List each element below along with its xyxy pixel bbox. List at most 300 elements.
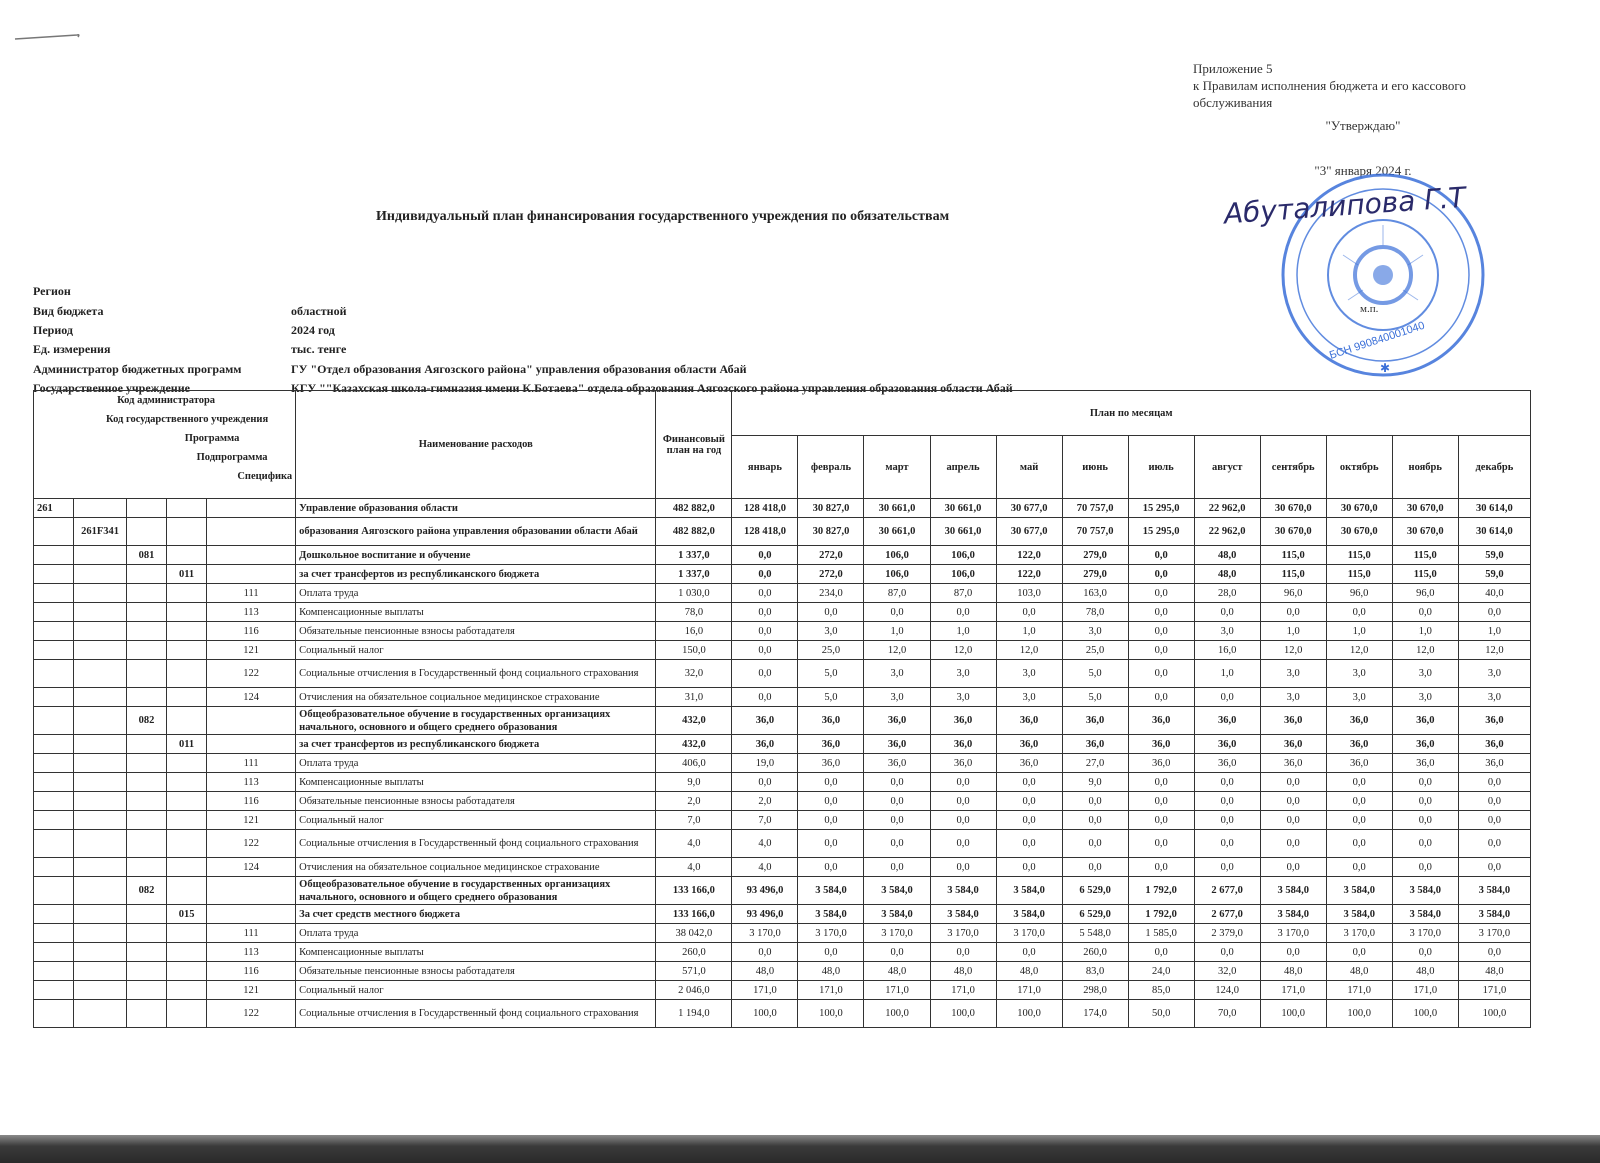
program-code-cell [127, 773, 167, 792]
month-value-cell: 3 170,0 [864, 924, 930, 943]
month-value-cell: 0,0 [864, 603, 930, 622]
month-value-cell: 83,0 [1062, 962, 1128, 981]
month-value-cell: 0,0 [996, 773, 1062, 792]
month-value-cell: 0,0 [996, 943, 1062, 962]
table-row [34, 584, 1531, 603]
month-value-cell: 1,0 [930, 622, 996, 641]
expense-name-cell: Отчисления на обязательное социальное медицинское страхование [296, 688, 656, 707]
month-value-cell: 0,0 [1326, 773, 1392, 792]
month-value-cell: 3 584,0 [930, 905, 996, 924]
month-value-cell: 0,0 [1458, 830, 1530, 858]
month-value-cell: 36,0 [1392, 707, 1458, 735]
specific-code-cell: 111 [207, 924, 296, 943]
month-value-cell: 48,0 [1194, 546, 1260, 565]
header-month: ноябрь [1392, 436, 1458, 499]
month-value-cell: 3 170,0 [732, 924, 798, 943]
institution-code-cell [74, 905, 127, 924]
table-row [34, 499, 1531, 518]
month-value-cell: 0,0 [1260, 811, 1326, 830]
annual-plan-cell: 31,0 [656, 688, 732, 707]
month-value-cell: 0,0 [1260, 943, 1326, 962]
month-value-cell: 96,0 [1392, 584, 1458, 603]
subprogram-code-cell [167, 707, 207, 735]
subprogram-code-cell: 015 [167, 905, 207, 924]
month-value-cell: 59,0 [1458, 565, 1530, 584]
subprogram-code-cell [167, 858, 207, 877]
specific-code-cell: 111 [207, 754, 296, 773]
month-value-cell: 3,0 [996, 688, 1062, 707]
month-value-cell: 279,0 [1062, 546, 1128, 565]
month-value-cell: 93 496,0 [732, 905, 798, 924]
month-value-cell: 0,0 [1194, 603, 1260, 622]
meta-value: ГУ "Отдел образования Аягозского района" управления образования области Абай [291, 361, 747, 376]
month-value-cell: 0,0 [1062, 858, 1128, 877]
month-value-cell: 124,0 [1194, 981, 1260, 1000]
month-value-cell: 5,0 [1062, 660, 1128, 688]
month-value-cell: 36,0 [1194, 707, 1260, 735]
header-month: октябрь [1326, 436, 1392, 499]
month-value-cell: 30 827,0 [798, 499, 864, 518]
table-row [34, 773, 1531, 792]
annual-plan-cell: 1 337,0 [656, 546, 732, 565]
meta-value: областной [291, 303, 347, 318]
month-value-cell: 0,0 [1260, 792, 1326, 811]
expense-name-cell: Общеобразовательное обучение в государственных организациях начального, основного и общего среднего образования [296, 877, 656, 905]
month-value-cell: 3 584,0 [864, 905, 930, 924]
month-value-cell: 3,0 [930, 688, 996, 707]
admin-code-cell [34, 546, 74, 565]
month-value-cell: 32,0 [1194, 962, 1260, 981]
specific-code-cell: 113 [207, 773, 296, 792]
month-value-cell: 9,0 [1062, 773, 1128, 792]
header-month: апрель [930, 436, 996, 499]
month-value-cell: 40,0 [1458, 584, 1530, 603]
month-value-cell: 5 548,0 [1062, 924, 1128, 943]
expense-name-cell: Социальные отчисления в Государственный фонд социального страхования [296, 1000, 656, 1028]
month-value-cell: 0,0 [930, 943, 996, 962]
month-value-cell: 3,0 [930, 660, 996, 688]
institution-code-cell [74, 603, 127, 622]
month-value-cell: 0,0 [1128, 792, 1194, 811]
month-value-cell: 0,0 [1128, 565, 1194, 584]
header-month: сентябрь [1260, 436, 1326, 499]
program-code-cell [127, 943, 167, 962]
month-value-cell: 12,0 [1260, 641, 1326, 660]
annual-plan-cell: 571,0 [656, 962, 732, 981]
program-code-cell: 082 [127, 707, 167, 735]
institution-code-cell [74, 792, 127, 811]
institution-code-cell [74, 962, 127, 981]
table-row [34, 603, 1531, 622]
month-value-cell: 0,0 [1392, 943, 1458, 962]
month-value-cell: 3 584,0 [1326, 877, 1392, 905]
program-code-cell [127, 830, 167, 858]
header-month: февраль [798, 436, 864, 499]
month-value-cell: 0,0 [1260, 830, 1326, 858]
month-value-cell: 0,0 [1458, 773, 1530, 792]
month-value-cell: 24,0 [1128, 962, 1194, 981]
month-value-cell: 0,0 [1194, 688, 1260, 707]
program-code-cell [127, 981, 167, 1000]
month-value-cell: 100,0 [996, 1000, 1062, 1028]
institution-code-cell [74, 584, 127, 603]
month-value-cell: 1 585,0 [1128, 924, 1194, 943]
subprogram-code-cell [167, 660, 207, 688]
month-value-cell: 12,0 [996, 641, 1062, 660]
month-value-cell: 0,0 [1326, 858, 1392, 877]
month-value-cell: 36,0 [1458, 754, 1530, 773]
month-value-cell: 36,0 [732, 735, 798, 754]
month-value-cell: 5,0 [798, 688, 864, 707]
header-annual-plan: Финансовый план на год [656, 391, 732, 499]
subprogram-code-cell [167, 622, 207, 641]
annual-plan-cell: 482 882,0 [656, 499, 732, 518]
month-value-cell: 36,0 [930, 735, 996, 754]
month-value-cell: 100,0 [1326, 1000, 1392, 1028]
month-value-cell: 30 661,0 [930, 499, 996, 518]
month-value-cell: 0,0 [1458, 943, 1530, 962]
month-value-cell: 3 584,0 [798, 905, 864, 924]
month-value-cell: 48,0 [930, 962, 996, 981]
meta-block [33, 282, 1013, 398]
month-value-cell: 15 295,0 [1128, 499, 1194, 518]
institution-code-cell [74, 811, 127, 830]
subprogram-code-cell [167, 792, 207, 811]
month-value-cell: 3,0 [1326, 660, 1392, 688]
specific-code-cell: 116 [207, 792, 296, 811]
expense-name-cell: Оплата труда [296, 924, 656, 943]
month-value-cell: 3 584,0 [1458, 905, 1530, 924]
admin-code-cell [34, 830, 74, 858]
appendix-block [1193, 60, 1513, 179]
month-value-cell: 48,0 [1194, 565, 1260, 584]
month-value-cell: 1,0 [1392, 622, 1458, 641]
institution-code-cell [74, 660, 127, 688]
month-value-cell: 70 757,0 [1062, 518, 1128, 546]
month-value-cell: 30 670,0 [1326, 518, 1392, 546]
month-value-cell: 106,0 [864, 546, 930, 565]
month-value-cell: 171,0 [732, 981, 798, 1000]
table-row [34, 622, 1531, 641]
institution-code-cell [74, 735, 127, 754]
month-value-cell: 0,0 [1194, 858, 1260, 877]
meta-value: КГУ ""Казахская школа-гимназия имени К.Ботаева" отдела образования Аягозского района управления образования области Абай [291, 381, 1013, 396]
subprogram-code-cell [167, 830, 207, 858]
month-value-cell: 3 584,0 [864, 877, 930, 905]
month-value-cell: 0,0 [1128, 546, 1194, 565]
month-value-cell: 115,0 [1326, 546, 1392, 565]
month-value-cell: 5,0 [1062, 688, 1128, 707]
month-value-cell: 36,0 [996, 735, 1062, 754]
month-value-cell: 115,0 [1392, 546, 1458, 565]
specific-code-cell: 116 [207, 962, 296, 981]
expense-name-cell: Отчисления на обязательное социальное медицинское страхование [296, 858, 656, 877]
month-value-cell: 36,0 [864, 754, 930, 773]
subprogram-code-cell [167, 688, 207, 707]
admin-code-cell [34, 603, 74, 622]
month-value-cell: 171,0 [1458, 981, 1530, 1000]
month-value-cell: 0,0 [1326, 811, 1392, 830]
month-value-cell: 22 962,0 [1194, 499, 1260, 518]
expense-name-cell: Компенсационные выплаты [296, 773, 656, 792]
subprogram-code-cell [167, 943, 207, 962]
month-value-cell: 0,0 [1128, 622, 1194, 641]
specific-code-cell: 122 [207, 830, 296, 858]
expense-name-cell: Обязательные пенсионные взносы работадателя [296, 962, 656, 981]
meta-value: 2024 год [291, 322, 335, 337]
admin-code-cell [34, 688, 74, 707]
admin-code-cell [34, 735, 74, 754]
annual-plan-cell: 133 166,0 [656, 905, 732, 924]
month-value-cell: 0,0 [1128, 830, 1194, 858]
month-value-cell: 36,0 [1326, 735, 1392, 754]
month-value-cell: 0,0 [1194, 811, 1260, 830]
month-value-cell: 3 170,0 [996, 924, 1062, 943]
admin-code-cell [34, 811, 74, 830]
month-value-cell: 3,0 [864, 688, 930, 707]
month-value-cell: 3,0 [1260, 688, 1326, 707]
institution-code-cell [74, 924, 127, 943]
specific-code-cell: 124 [207, 858, 296, 877]
specific-code-cell: 121 [207, 811, 296, 830]
subprogram-code-cell: 011 [167, 735, 207, 754]
specific-code-cell [207, 546, 296, 565]
month-value-cell: 272,0 [798, 546, 864, 565]
institution-code-cell [74, 499, 127, 518]
month-value-cell: 12,0 [1326, 641, 1392, 660]
meta-value: тыс. тенге [291, 342, 347, 357]
month-value-cell: 3,0 [1392, 660, 1458, 688]
program-code-cell: 081 [127, 546, 167, 565]
month-value-cell: 0,0 [1458, 792, 1530, 811]
month-value-cell: 30 677,0 [996, 499, 1062, 518]
month-value-cell: 6 529,0 [1062, 877, 1128, 905]
program-code-cell [127, 962, 167, 981]
month-value-cell: 0,0 [996, 811, 1062, 830]
admin-code-cell [34, 773, 74, 792]
month-value-cell: 0,0 [732, 565, 798, 584]
appendix-line1: Приложение 5 [1193, 61, 1273, 76]
month-value-cell: 0,0 [1458, 858, 1530, 877]
meta-label: Период [33, 322, 73, 337]
subprogram-code-cell [167, 754, 207, 773]
table-row [34, 858, 1531, 877]
month-value-cell: 3 584,0 [996, 877, 1062, 905]
month-value-cell: 0,0 [1326, 830, 1392, 858]
specific-code-cell: 121 [207, 981, 296, 1000]
month-value-cell: 0,0 [1260, 858, 1326, 877]
admin-code-cell [34, 877, 74, 905]
month-value-cell: 0,0 [1458, 811, 1530, 830]
month-value-cell: 0,0 [930, 830, 996, 858]
month-value-cell: 0,0 [930, 773, 996, 792]
institution-code-cell [74, 1000, 127, 1028]
month-value-cell: 30 670,0 [1260, 518, 1326, 546]
subprogram-code-cell [167, 603, 207, 622]
month-value-cell: 100,0 [1260, 1000, 1326, 1028]
month-value-cell: 48,0 [864, 962, 930, 981]
month-value-cell: 0,0 [1392, 811, 1458, 830]
month-value-cell: 0,0 [864, 792, 930, 811]
month-value-cell: 3 584,0 [1260, 905, 1326, 924]
table-row [34, 565, 1531, 584]
expense-name-cell: Социальные отчисления в Государственный фонд социального страхования [296, 660, 656, 688]
specific-code-cell: 113 [207, 603, 296, 622]
month-value-cell: 36,0 [1128, 707, 1194, 735]
month-value-cell: 15 295,0 [1128, 518, 1194, 546]
month-value-cell: 85,0 [1128, 981, 1194, 1000]
expense-name-cell: образования Аягозского района управления образовании области Абай [296, 518, 656, 546]
program-code-cell [127, 641, 167, 660]
month-value-cell: 78,0 [1062, 603, 1128, 622]
month-value-cell: 279,0 [1062, 565, 1128, 584]
month-value-cell: 0,0 [864, 830, 930, 858]
month-value-cell: 0,0 [1458, 603, 1530, 622]
month-value-cell: 171,0 [1326, 981, 1392, 1000]
specific-code-cell: 124 [207, 688, 296, 707]
month-value-cell: 48,0 [1260, 962, 1326, 981]
program-code-cell [127, 858, 167, 877]
admin-code-cell [34, 962, 74, 981]
month-value-cell: 36,0 [1194, 735, 1260, 754]
month-value-cell: 36,0 [798, 735, 864, 754]
month-value-cell: 0,0 [1128, 584, 1194, 603]
month-value-cell: 48,0 [996, 962, 1062, 981]
table-row [34, 830, 1531, 858]
admin-code-cell [34, 981, 74, 1000]
month-value-cell: 96,0 [1326, 584, 1392, 603]
month-value-cell: 48,0 [1458, 962, 1530, 981]
month-value-cell: 36,0 [798, 754, 864, 773]
admin-code-cell [34, 518, 74, 546]
month-value-cell: 5,0 [798, 660, 864, 688]
month-value-cell: 260,0 [1062, 943, 1128, 962]
month-value-cell: 128 418,0 [732, 518, 798, 546]
month-value-cell: 3,0 [1458, 660, 1530, 688]
institution-code-cell [74, 754, 127, 773]
expense-name-cell: Оплата труда [296, 584, 656, 603]
meta-row-region [33, 282, 1013, 301]
month-value-cell: 0,0 [798, 603, 864, 622]
month-value-cell: 3 584,0 [1392, 905, 1458, 924]
admin-code-cell [34, 1000, 74, 1028]
table-row [34, 811, 1531, 830]
specific-code-cell: 113 [207, 943, 296, 962]
month-value-cell: 70,0 [1194, 1000, 1260, 1028]
meta-label: Регион [33, 284, 71, 299]
annual-plan-cell: 133 166,0 [656, 877, 732, 905]
month-value-cell: 1,0 [1458, 622, 1530, 641]
subprogram-code-cell [167, 546, 207, 565]
month-value-cell: 115,0 [1392, 565, 1458, 584]
specific-code-cell: 111 [207, 584, 296, 603]
month-value-cell: 12,0 [930, 641, 996, 660]
pen-mark [14, 32, 80, 40]
header-month: декабрь [1458, 436, 1530, 499]
month-value-cell: 0,0 [798, 792, 864, 811]
header-specific: Специфика [237, 471, 293, 482]
month-value-cell: 100,0 [1458, 1000, 1530, 1028]
month-value-cell: 36,0 [864, 735, 930, 754]
table-row [34, 877, 1531, 905]
month-value-cell: 171,0 [1260, 981, 1326, 1000]
admin-code-cell: 261 [34, 499, 74, 518]
specific-code-cell [207, 905, 296, 924]
month-value-cell: 1,0 [1326, 622, 1392, 641]
stamp-bin: БСН 990840001040 [1327, 319, 1427, 362]
month-value-cell: 30 614,0 [1458, 518, 1530, 546]
month-value-cell: 115,0 [1326, 565, 1392, 584]
month-value-cell: 0,0 [732, 603, 798, 622]
month-value-cell: 0,0 [1260, 773, 1326, 792]
month-value-cell: 4,0 [732, 858, 798, 877]
month-value-cell: 3 170,0 [1326, 924, 1392, 943]
specific-code-cell [207, 565, 296, 584]
institution-code-cell [74, 688, 127, 707]
month-value-cell: 1,0 [1260, 622, 1326, 641]
table-row [34, 924, 1531, 943]
month-value-cell: 0,0 [1128, 660, 1194, 688]
month-value-cell: 0,0 [930, 792, 996, 811]
subprogram-code-cell [167, 584, 207, 603]
subprogram-code-cell [167, 773, 207, 792]
institution-code-cell [74, 877, 127, 905]
month-value-cell: 0,0 [996, 858, 1062, 877]
month-value-cell: 30 614,0 [1458, 499, 1530, 518]
program-code-cell [127, 924, 167, 943]
month-value-cell: 3 584,0 [996, 905, 1062, 924]
month-value-cell: 122,0 [996, 565, 1062, 584]
header-program: Программа [184, 433, 240, 444]
month-value-cell: 30 661,0 [930, 518, 996, 546]
annual-plan-cell: 38 042,0 [656, 924, 732, 943]
month-value-cell: 22 962,0 [1194, 518, 1260, 546]
month-value-cell: 272,0 [798, 565, 864, 584]
table-row [34, 754, 1531, 773]
header-institution-code: Код государственного учреждения [106, 414, 269, 425]
header-monthly-plan: План по месяцам [732, 391, 1531, 436]
subprogram-code-cell [167, 641, 207, 660]
month-value-cell: 106,0 [930, 546, 996, 565]
codes-header [34, 391, 296, 499]
month-value-cell: 3,0 [1392, 688, 1458, 707]
program-code-cell [127, 754, 167, 773]
month-value-cell: 0,0 [1194, 792, 1260, 811]
month-value-cell: 30 661,0 [864, 518, 930, 546]
program-code-cell [127, 584, 167, 603]
month-value-cell: 0,0 [996, 603, 1062, 622]
program-code-cell [127, 660, 167, 688]
admin-code-cell [34, 641, 74, 660]
month-value-cell: 36,0 [996, 707, 1062, 735]
month-value-cell: 106,0 [930, 565, 996, 584]
month-value-cell: 28,0 [1194, 584, 1260, 603]
program-code-cell [127, 1000, 167, 1028]
month-value-cell: 122,0 [996, 546, 1062, 565]
specific-code-cell [207, 877, 296, 905]
month-value-cell: 171,0 [996, 981, 1062, 1000]
month-value-cell: 171,0 [798, 981, 864, 1000]
month-value-cell: 3,0 [1458, 688, 1530, 707]
month-value-cell: 0,0 [798, 943, 864, 962]
month-value-cell: 0,0 [1326, 603, 1392, 622]
subprogram-code-cell [167, 1000, 207, 1028]
month-value-cell: 2 677,0 [1194, 877, 1260, 905]
subprogram-code-cell [167, 962, 207, 981]
month-value-cell: 36,0 [996, 754, 1062, 773]
month-value-cell: 36,0 [1458, 707, 1530, 735]
month-value-cell: 103,0 [996, 584, 1062, 603]
